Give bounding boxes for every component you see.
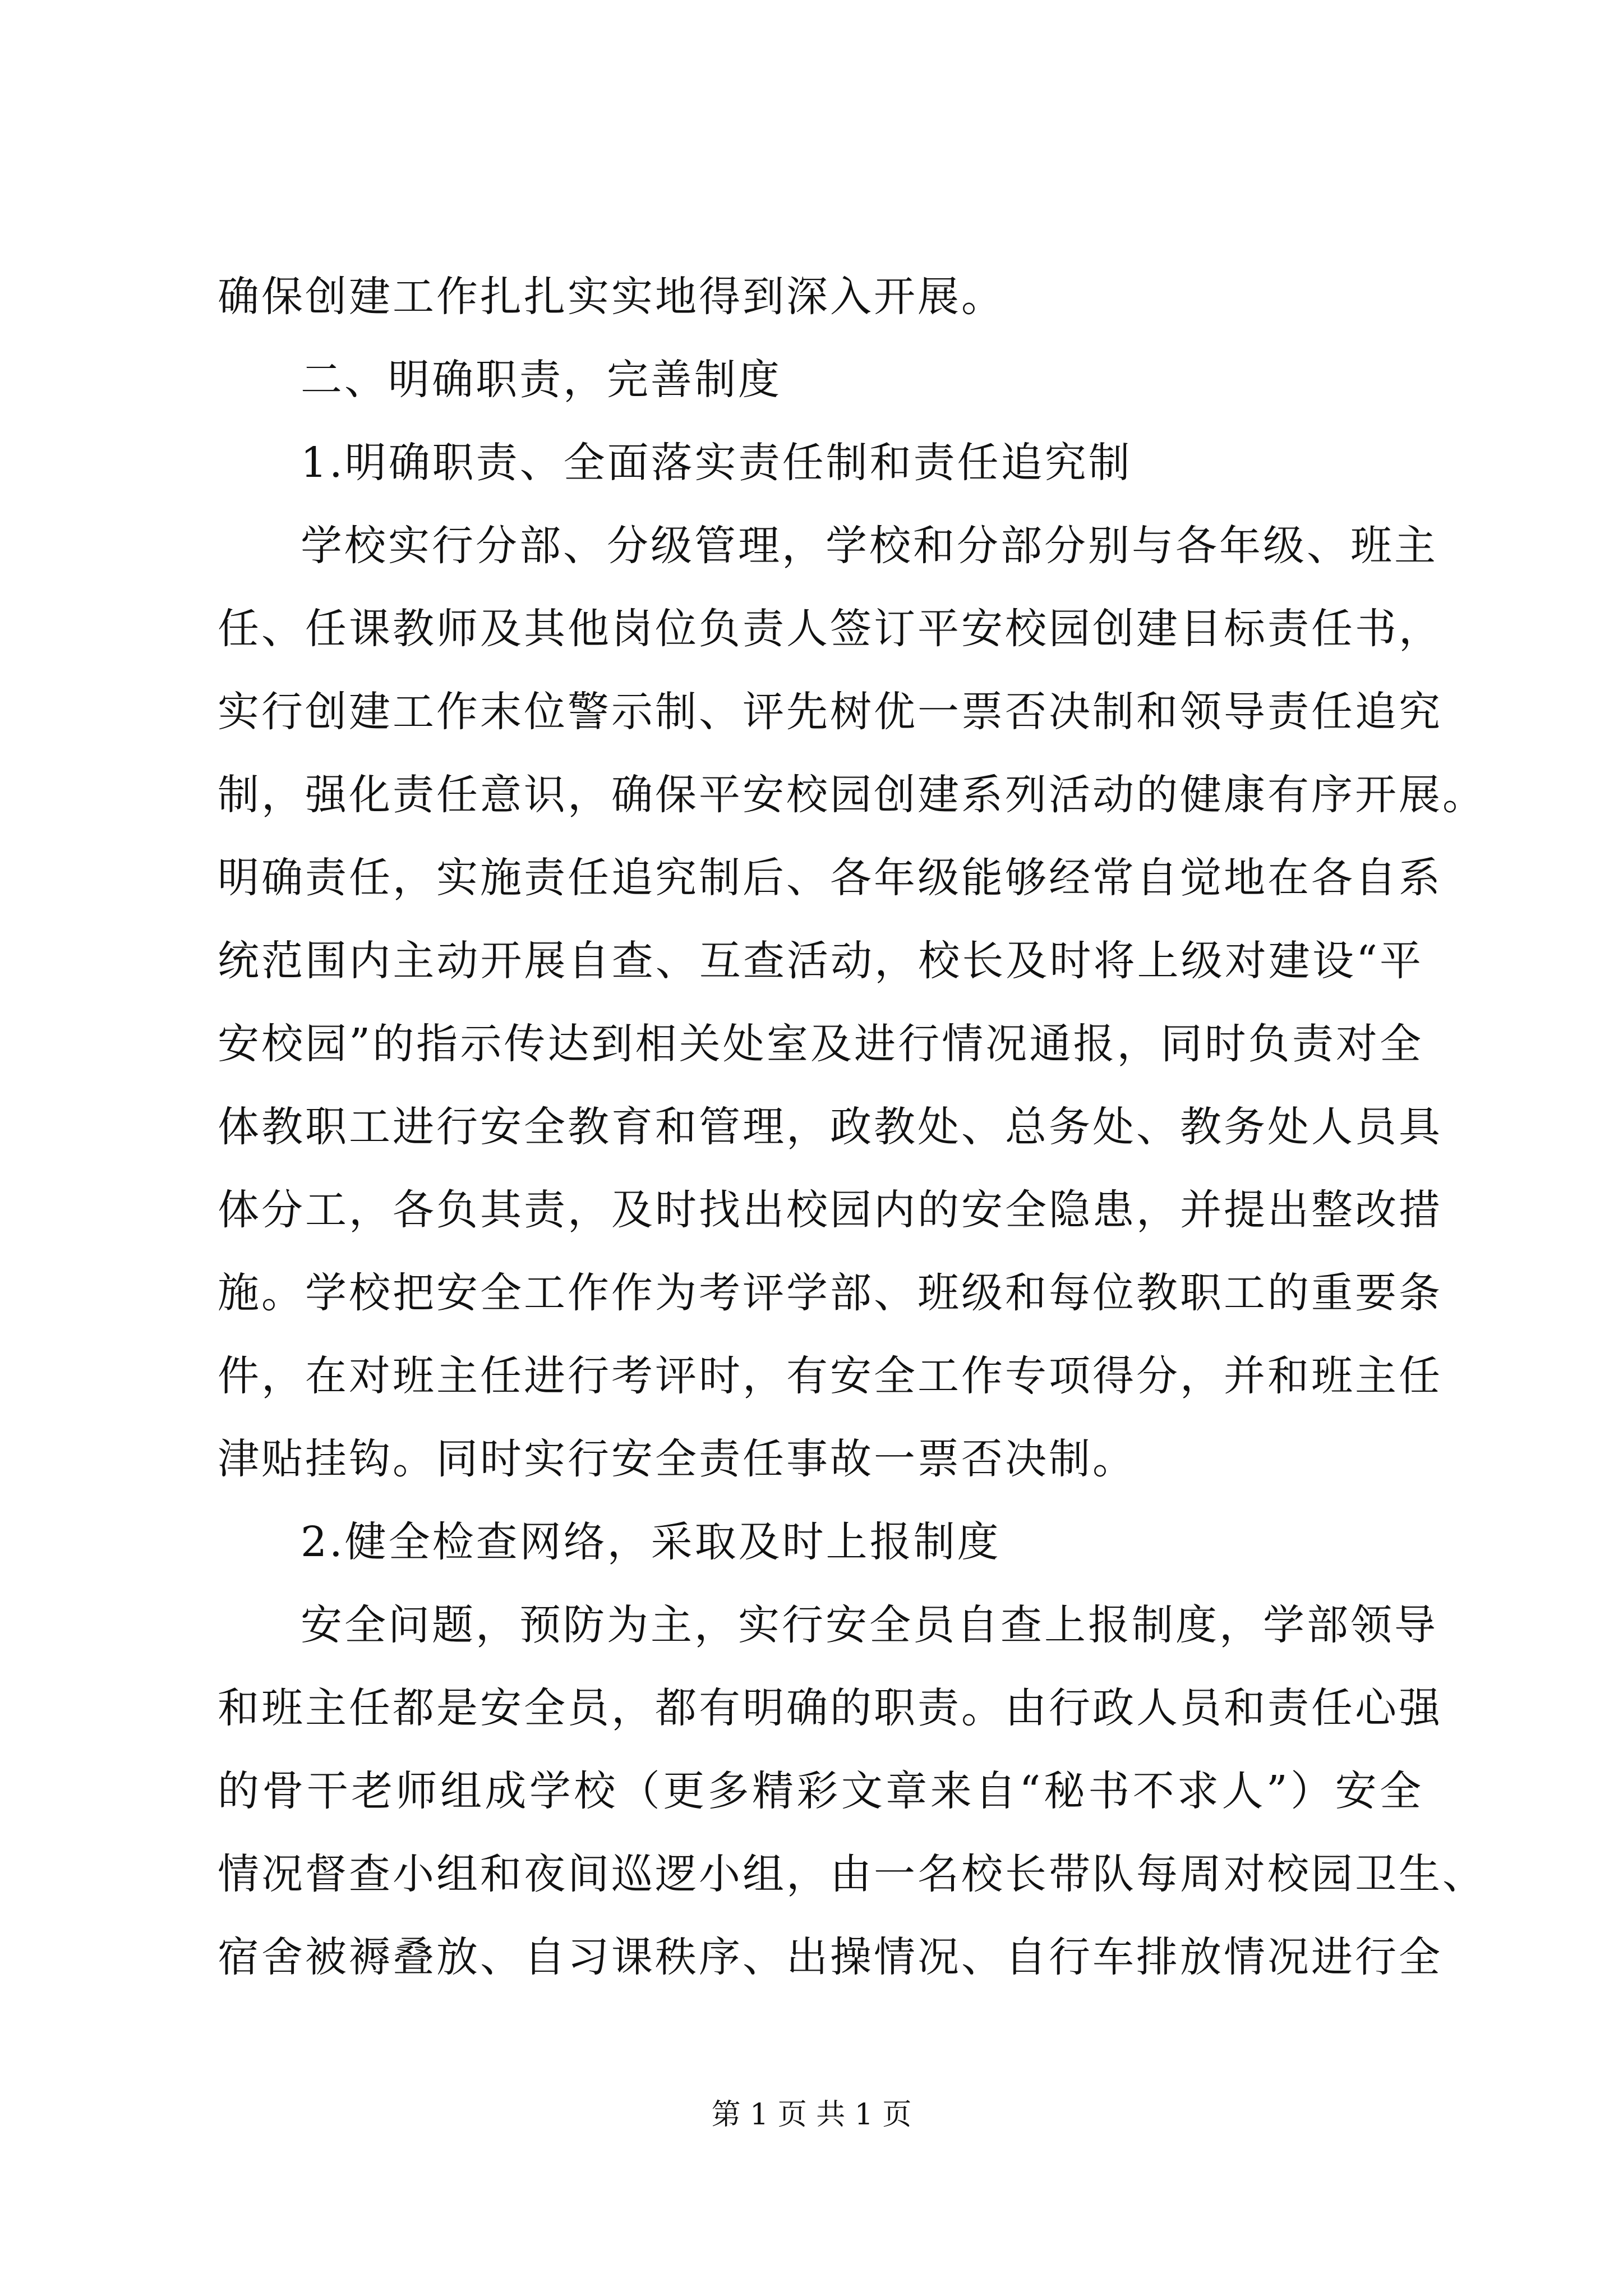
paragraph-line: 任、任课教师及其他岗位负责人签订平安校园创建目标责任书，	[218, 605, 1442, 653]
subsection-heading: 1.明确职责、全面落实责任制和责任追究制	[301, 439, 1132, 487]
paragraph-line: 制，强化责任意识，确保平安校园创建系列活动的健康有序开展。	[218, 771, 1486, 819]
paragraph-line: 体教职工进行安全教育和管理，政教处、总务处、教务处人员具	[218, 1103, 1442, 1151]
paragraph-line: 学校实行分部、分级管理，学校和分部分别与各年级、班主	[301, 522, 1438, 570]
paragraph-line: 安全问题，预防为主，实行安全员自查上报制度，学部领导	[301, 1601, 1438, 1649]
paragraph-line: 宿舍被褥叠放、自习课秩序、出操情况、自行车排放情况进行全	[218, 1933, 1442, 1981]
paragraph-line: 确保创建工作扎扎实实地得到深入开展。	[218, 273, 1005, 321]
paragraph-line: 和班主任都是安全员，都有明确的职责。由行政人员和责任心强	[218, 1684, 1442, 1732]
subsection-heading: 2.健全检查网络，采取及时上报制度	[301, 1518, 1001, 1566]
paragraph-line: 情况督查小组和夜间巡逻小组，由一名校长带队每周对校园卫生、	[218, 1850, 1486, 1898]
paragraph-line: 体分工，各负其责，及时找出校园内的安全隐患，并提出整改措	[218, 1186, 1442, 1234]
document-body	[218, 255, 1486, 1999]
paragraph-line: 安校园”的指示传达到相关处室及进行情况通报，同时负责对全	[218, 1020, 1423, 1068]
page-footer: 第 1 页 共 1 页	[711, 2098, 912, 2132]
paragraph-line: 施。学校把安全工作作为考评学部、班级和每位教职工的重要条	[218, 1269, 1442, 1317]
section-heading: 二、明确职责，完善制度	[301, 356, 782, 404]
paragraph-line: 明确责任，实施责任追究制后、各年级能够经常自觉地在各自系	[218, 854, 1442, 902]
paragraph-line: 件，在对班主任进行考评时，有安全工作专项得分，并和班主任	[218, 1352, 1442, 1400]
paragraph-line: 统范围内主动开展自查、互查活动，校长及时将上级对建设“平	[218, 937, 1423, 985]
paragraph-line: 津贴挂钩。同时实行安全责任事故一票否决制。	[218, 1435, 1136, 1483]
paragraph-line: 实行创建工作末位警示制、评先树优一票否决制和领导责任追究	[218, 688, 1442, 736]
paragraph-line: 的骨干老师组成学校（更多精彩文章来自“秘书不求人”）安全	[218, 1767, 1423, 1815]
